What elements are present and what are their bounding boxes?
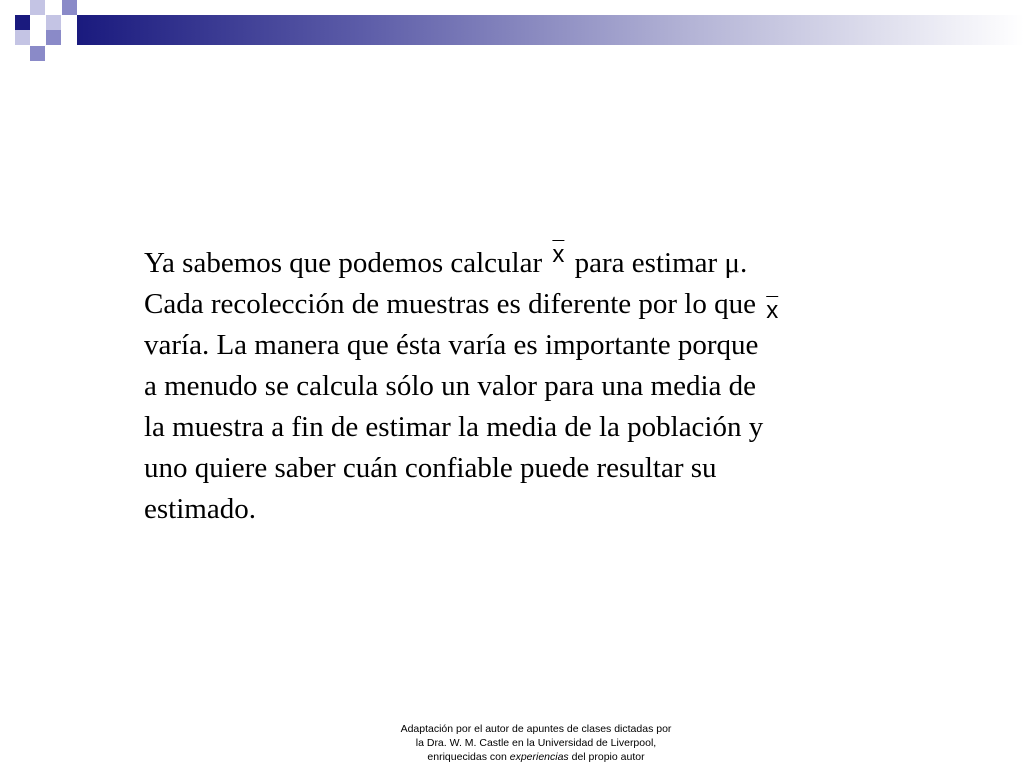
text-segment: Ya sabemos que podemos calcular: [144, 247, 550, 279]
footer-line: Adaptación por el autor de apuntes de clases dictadas por: [400, 723, 672, 735]
text-segment: para estimar μ.: [567, 247, 748, 279]
text-line: varía. La manera que ésta varía es importante porque: [144, 329, 759, 361]
footer-line: la Dra. W. M. Castle en la Universidad de Liverpool,: [415, 737, 657, 749]
header-square: [62, 0, 77, 15]
footer-line: [336, 750, 736, 764]
text-line: la muestra a fin de estimar la media de la población y: [144, 411, 764, 443]
footer-credit: [336, 722, 736, 764]
text-segment: Cada recolección de muestras es diferente por lo que: [144, 288, 764, 320]
header-gradient-bar: [77, 15, 1024, 45]
body-paragraph: [144, 243, 904, 530]
footer-segment: enriquecidas con: [427, 751, 510, 763]
x-bar-symbol: $\overline{x}$: [552, 241, 565, 268]
header-square: [30, 0, 45, 15]
header-square: [30, 46, 45, 61]
text-line: uno quiere saber cuán confiable puede resultar su: [144, 452, 717, 484]
header-square: [46, 30, 61, 45]
x-bar-symbol: $\overline{x}$: [766, 297, 779, 324]
text-line: [144, 243, 904, 284]
text-line: a menudo se calcula sólo un valor para una media de: [144, 370, 756, 402]
header-square: [15, 15, 30, 30]
text-line: estimado.: [144, 493, 256, 525]
header-square: [15, 30, 30, 45]
footer-italic-segment: experiencias: [509, 751, 569, 763]
text-line: [144, 284, 904, 325]
header-square: [46, 15, 61, 30]
footer-segment: del propio autor: [568, 751, 645, 763]
